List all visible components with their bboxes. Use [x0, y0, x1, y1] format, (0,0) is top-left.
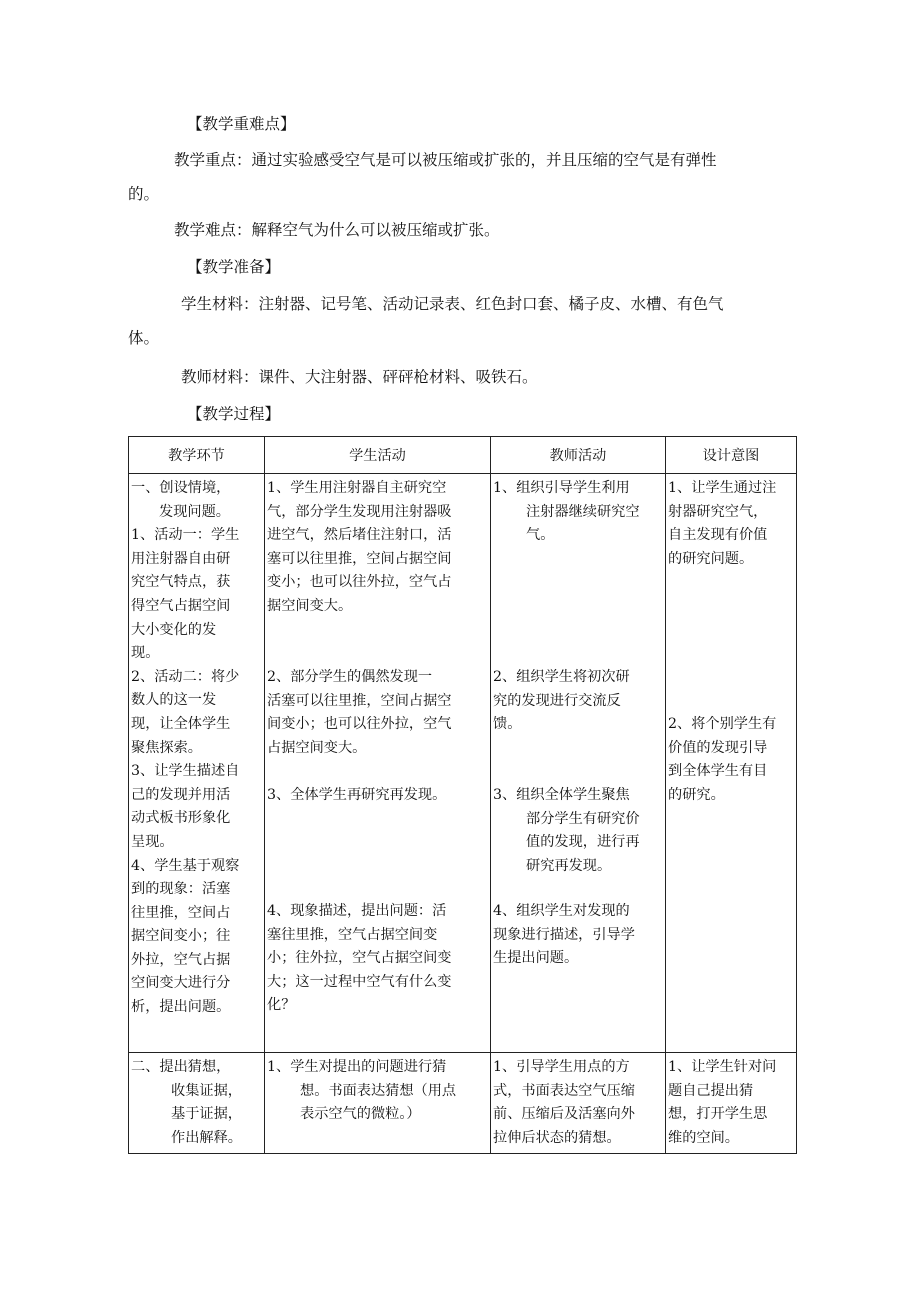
text-line: 想。书面表达猜想（用点 — [300, 1082, 457, 1099]
header-student-activity: 学生活动 — [265, 437, 491, 474]
text-line: 究的发现进行交流反 — [493, 692, 621, 709]
text-line: 研究再发现。 — [526, 857, 612, 874]
text-line: 气。 — [526, 527, 555, 544]
text-line: 馈。 — [493, 716, 522, 733]
text-line: 聚焦探索。 — [131, 739, 202, 756]
text-line: 1、组织引导学生利用 — [493, 480, 630, 496]
text-line: 2、部分学生的偶然发现一 — [267, 669, 433, 685]
student-activity-4 — [267, 900, 489, 1018]
text-line: 想，打开学生思 — [668, 1106, 768, 1123]
row2-intent-text — [668, 1056, 795, 1150]
student-materials-label: 学生材料： — [181, 295, 259, 313]
text-line: 数人的这一发 — [131, 692, 217, 709]
text-line: 维的空间。 — [668, 1129, 739, 1146]
text-line: 4、学生基于观察 — [131, 857, 240, 874]
student-activity-2 — [267, 666, 489, 760]
row1-intent-cell — [666, 474, 797, 1053]
text-line: 注射器继续研究空 — [526, 503, 640, 520]
teaching-difficulty — [174, 220, 500, 240]
text-line: 外拉，空气占据 — [131, 951, 231, 968]
text-line: 据空间变大。 — [267, 597, 353, 614]
text-line: 射器研究空气， — [668, 503, 768, 520]
teacher-materials-label: 教师材料： — [181, 368, 259, 386]
row2-student-text — [267, 1056, 489, 1127]
teaching-focus — [174, 150, 717, 170]
text-line: 发现问题。 — [159, 503, 230, 520]
text-line: 间变小；也可以往外拉，空气 — [267, 716, 452, 733]
header-design-intent: 设计意图 — [666, 437, 797, 474]
table-header-row — [129, 437, 797, 474]
row2-teacher-text — [493, 1056, 664, 1150]
row2-intent-cell — [666, 1053, 797, 1154]
text-line: 到全体学生有目 — [668, 763, 768, 780]
text-line: 空间变大进行分 — [131, 975, 231, 992]
text-line: 呈现。 — [131, 833, 174, 850]
student-materials-cont: 体。 — [128, 329, 160, 347]
text-line: 据空间变小；往 — [131, 928, 231, 945]
student-materials-text: 注射器、记号笔、活动记录表、红色封口套、橘子皮、水槽、有色气 — [258, 295, 724, 313]
teacher-materials-text: 课件、大注射器、砰砰枪材料、吸铁石。 — [258, 368, 538, 386]
text-line: 到的现象：活塞 — [131, 881, 231, 898]
text-line: 大；这一过程中空气有什么变 — [267, 973, 452, 990]
difficulty-text: 解释空气为什么可以被压缩或扩张。 — [251, 221, 500, 239]
text-line: 的研究。 — [668, 786, 725, 803]
student-materials — [181, 294, 724, 314]
text-line: 值的发现，进行再 — [526, 834, 640, 851]
teaching-focus-cont: 的。 — [128, 185, 160, 203]
prep-heading: 【教学准备】 — [187, 258, 281, 276]
table-row — [129, 474, 797, 1053]
student-activity-1 — [267, 477, 489, 619]
row2-teacher-cell — [491, 1053, 666, 1154]
teacher-activity-3 — [493, 784, 664, 878]
text-line: 1、让学生针对问 — [668, 1059, 777, 1075]
text-line: 3、让学生描述自 — [131, 763, 240, 780]
student-activity-3 — [267, 784, 489, 808]
teacher-activity-2 — [493, 666, 664, 737]
text-line: 占据空间变大。 — [267, 739, 367, 756]
text-line: 4、现象描述，提出问题：活 — [267, 903, 447, 919]
text-line: 部分学生有研究价 — [526, 810, 640, 827]
row1-teacher-cell — [491, 474, 666, 1053]
text-line: 3、组织全体学生聚焦 — [493, 787, 630, 803]
text-line: 拉伸后状态的猜想。 — [493, 1129, 621, 1146]
text-line: 1、学生对提出的问题进行猜 — [267, 1059, 447, 1075]
text-line: 1、学生用注射器自主研究空 — [267, 480, 447, 496]
text-line: 收集证据， — [171, 1082, 242, 1099]
row2-stage-text — [131, 1056, 263, 1150]
text-line: 塞可以往里推，空间占据空间 — [267, 550, 452, 567]
text-line: 究空气特点，获 — [131, 574, 231, 591]
text-line: 析，提出问题。 — [131, 999, 231, 1016]
text-line: 1、活动一：学生 — [131, 527, 240, 544]
focus-text: 通过实验感受空气是可以被压缩或扩张的，并且压缩的空气是有弹性 — [251, 151, 717, 169]
key-points-heading: 【教学重难点】 — [187, 115, 296, 133]
text-line: 4、组织学生对发现的 — [493, 903, 630, 919]
text-line: 价值的发现引导 — [668, 739, 768, 756]
text-line: 题自己提出猜 — [668, 1082, 754, 1099]
text-line: 2、组织学生将初次研 — [493, 669, 630, 685]
text-line: 得空气占据空间 — [131, 597, 231, 614]
row2-stage-cell — [129, 1053, 265, 1154]
text-line: 的研究问题。 — [668, 550, 754, 567]
text-line: 变小；也可以往外拉，空气占 — [267, 574, 452, 591]
text-line: 2、活动二：将少 — [131, 668, 240, 685]
text-line: 气，部分学生发现用注射器吸 — [267, 503, 452, 520]
text-line: 1、让学生通过注 — [668, 480, 777, 496]
header-stage: 教学环节 — [129, 437, 265, 474]
text-line: 塞往里推，空气占据空间变 — [267, 926, 438, 943]
row1-stage-text — [131, 477, 263, 1020]
text-line: 前、压缩后及活塞向外 — [493, 1106, 635, 1123]
text-line: 往里推，空间占 — [131, 904, 231, 921]
text-line: 现象进行描述，引导学 — [493, 926, 635, 943]
row2-student-cell — [265, 1053, 491, 1154]
text-line: 3、全体学生再研究再发现。 — [267, 787, 447, 803]
text-line: 现。 — [131, 645, 160, 662]
text-line: 己的发现并用活 — [131, 786, 231, 803]
design-intent-1 — [668, 477, 795, 571]
text-line: 式，书面表达空气压缩 — [493, 1082, 635, 1099]
table-row — [129, 1053, 797, 1154]
text-line: 活塞可以往里推，空间占据空 — [267, 692, 452, 709]
text-line: 自主发现有价值 — [668, 527, 768, 544]
text-line: 作出解释。 — [171, 1129, 242, 1146]
row1-student-cell — [265, 474, 491, 1053]
header-teacher-activity: 教师活动 — [491, 437, 666, 474]
teacher-materials — [181, 367, 538, 387]
text-line: 现，让全体学生 — [131, 715, 231, 732]
text-line: 表示空气的微粒。） — [300, 1106, 421, 1123]
difficulty-label: 教学难点： — [174, 221, 252, 239]
process-heading: 【教学过程】 — [187, 405, 281, 423]
text-line: 化？ — [267, 997, 296, 1014]
lesson-process-table — [128, 436, 797, 1154]
text-line: 小；往外拉，空气占据空间变 — [267, 950, 452, 967]
text-line: 1、引导学生用点的方 — [493, 1059, 630, 1075]
teacher-activity-4 — [493, 900, 664, 971]
text-line: 进空气，然后堵住注射口，活 — [267, 527, 452, 544]
text-line: 大小变化的发 — [131, 621, 217, 638]
design-intent-2 — [668, 713, 795, 807]
text-line: 动式板书形象化 — [131, 810, 231, 827]
text-line: 二、提出猜想， — [131, 1059, 231, 1075]
row1-stage-cell — [129, 474, 265, 1053]
text-line: 2、将个别学生有 — [668, 716, 777, 732]
focus-label: 教学重点： — [174, 151, 252, 169]
text-line: 基于证据， — [171, 1106, 242, 1123]
text-line: 一、创设情境， — [131, 480, 231, 496]
text-line: 生提出问题。 — [493, 950, 579, 967]
teacher-activity-1 — [493, 477, 664, 548]
text-line: 用注射器自由研 — [131, 550, 231, 567]
